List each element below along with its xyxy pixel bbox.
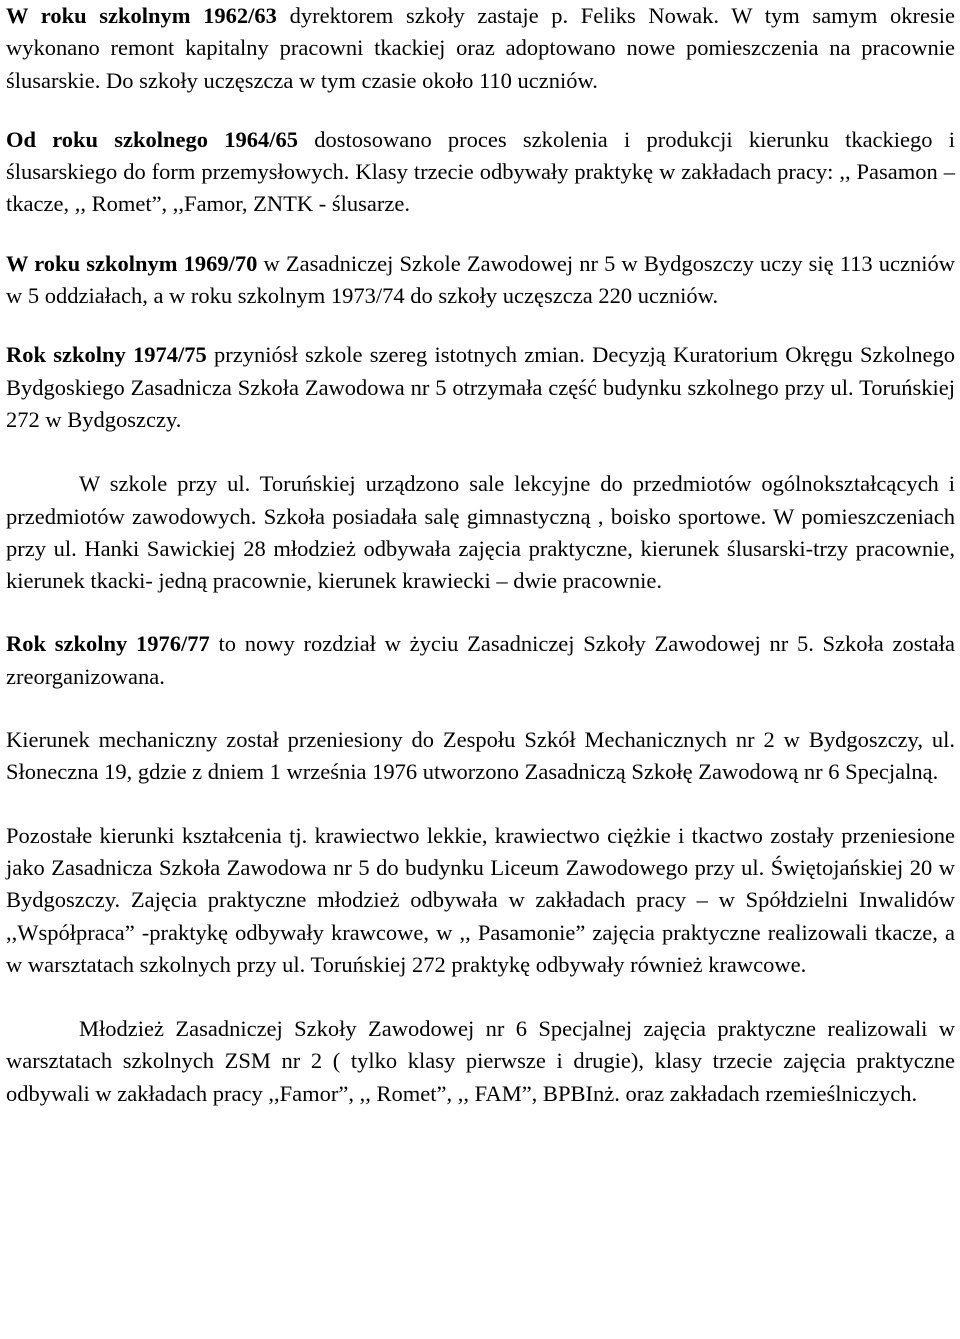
paragraph-1969-70 bbox=[6, 248, 955, 313]
paragraph-1962-63 bbox=[6, 0, 955, 97]
paragraph-body: w Zasadniczej Szkole Zawodowej nr 5 w Bydgoszczy uczy się 113 uczniów w 5 oddziałach, a w roku szkolnym 1973/74 do szkoły uczęszcza 220 uczniów. bbox=[6, 250, 955, 309]
paragraph-body: dyrektorem szkoły zastaje p. Feliks Nowak. W tym samym okresie wykonano remont kapitalny pracowni tkackiej oraz adoptowano nowe pomieszczenia na pracownie ślusarskie. Do szkoły uczęszcza w tym czasie około 110 uczniów. bbox=[6, 3, 956, 93]
paragraph-1976-77 bbox=[6, 628, 955, 693]
paragraph-lead: Od roku szkolnego 1964/65 bbox=[6, 126, 298, 152]
paragraph-pozostale bbox=[6, 820, 955, 981]
document-page bbox=[6, 0, 955, 1110]
paragraph-body: Młodzież Zasadniczej Szkoły Zawodowej nr 6 Specjalnej zajęcia praktyczne realizowali w warsztatach szkolnych ZSM nr 2 ( tylko klasy pierwsze i drugie), klasy trzecie zajęcia praktyczne odbywali w zakładach pracy ,,Famor”, ,, Romet”, ,, FAM”, BPBInż. oraz zakładach rzemieślniczych. bbox=[6, 1016, 955, 1106]
paragraph-torunska bbox=[6, 468, 955, 597]
paragraph-body: przyniósł szkole szereg istotnych zmian. Decyzją Kuratorium Okręgu Szkolnego Bydgoskiego Zasadnicza Szkoła Zawodowa nr 5 otrzymała część budynku szkolnego przy ul. Toruńskiej 272 w Bydgoszczy. bbox=[6, 342, 955, 432]
paragraph-body: W szkole przy ul. Toruńskiej urządzono sale lekcyjne do przedmiotów ogólnokształcących i przedmiotów zawodowych. Szkoła posiadała salę gimnastyczną , boisko sportowe. W pomieszczeniach przy ul. Hanki Sawickiej 28 młodzież odbywała zajęcia praktyczne, kierunek ślusarski-trzy pracownie, kierunek tkacki- jedną pracownie, kierunek krawiecki – dwie pracownie. bbox=[6, 471, 955, 594]
paragraph-lead: W roku szkolnym 1969/70 bbox=[6, 250, 258, 276]
paragraph-mechaniczny bbox=[6, 724, 955, 789]
paragraph-body: to nowy rozdział w życiu Zasadniczej Szkoły Zawodowej nr 5. Szkoła została zreorganizowana. bbox=[6, 631, 955, 689]
paragraph-lead: W roku szkolnym 1962/63 bbox=[6, 3, 277, 28]
paragraph-mlodziez bbox=[6, 1013, 955, 1110]
paragraph-1974-75 bbox=[6, 339, 955, 436]
paragraph-body: dostosowano proces szkolenia i produkcji kierunku tkackiego i ślusarskiego do form przemysłowych. Klasy trzecie odbywały praktykę w zakładach pracy: ,, Pasamon – tkacze, ,, Romet”, ,,Famor, ZNTK - ślusarze. bbox=[6, 126, 955, 217]
paragraph-lead: Rok szkolny 1974/75 bbox=[6, 342, 207, 368]
paragraph-body: Kierunek mechaniczny został przeniesiony do Zespołu Szkół Mechanicznych nr 2 w Bydgoszczy, ul. Słoneczna 19, gdzie z dniem 1 września 1976 utworzono Zasadniczą Szkołę Zawodową nr 6 Specjalną. bbox=[6, 727, 955, 785]
paragraph-1964-65 bbox=[6, 124, 955, 221]
paragraph-lead: Rok szkolny 1976/77 bbox=[6, 631, 210, 657]
paragraph-body: Pozostałe kierunki kształcenia tj. krawiectwo lekkie, krawiectwo ciężkie i tkactwo zostały przeniesione jako Zasadnicza Szkoła Zawodowa nr 5 do budynku Liceum Zawodowego przy ul. Świętojańskiej 20 w Bydgoszczy. Zajęcia praktyczne młodzież odbywała w zakładach pracy – w Spółdzielni Inwalidów ,,Współpraca” -praktykę odbywały krawcowe, w ,, Pasamonie” zajęcia praktyczne realizowali tkacze, a w warsztatach szkolnych przy ul. Toruńskiej 272 praktykę odbywały również krawcowe. bbox=[6, 822, 955, 977]
